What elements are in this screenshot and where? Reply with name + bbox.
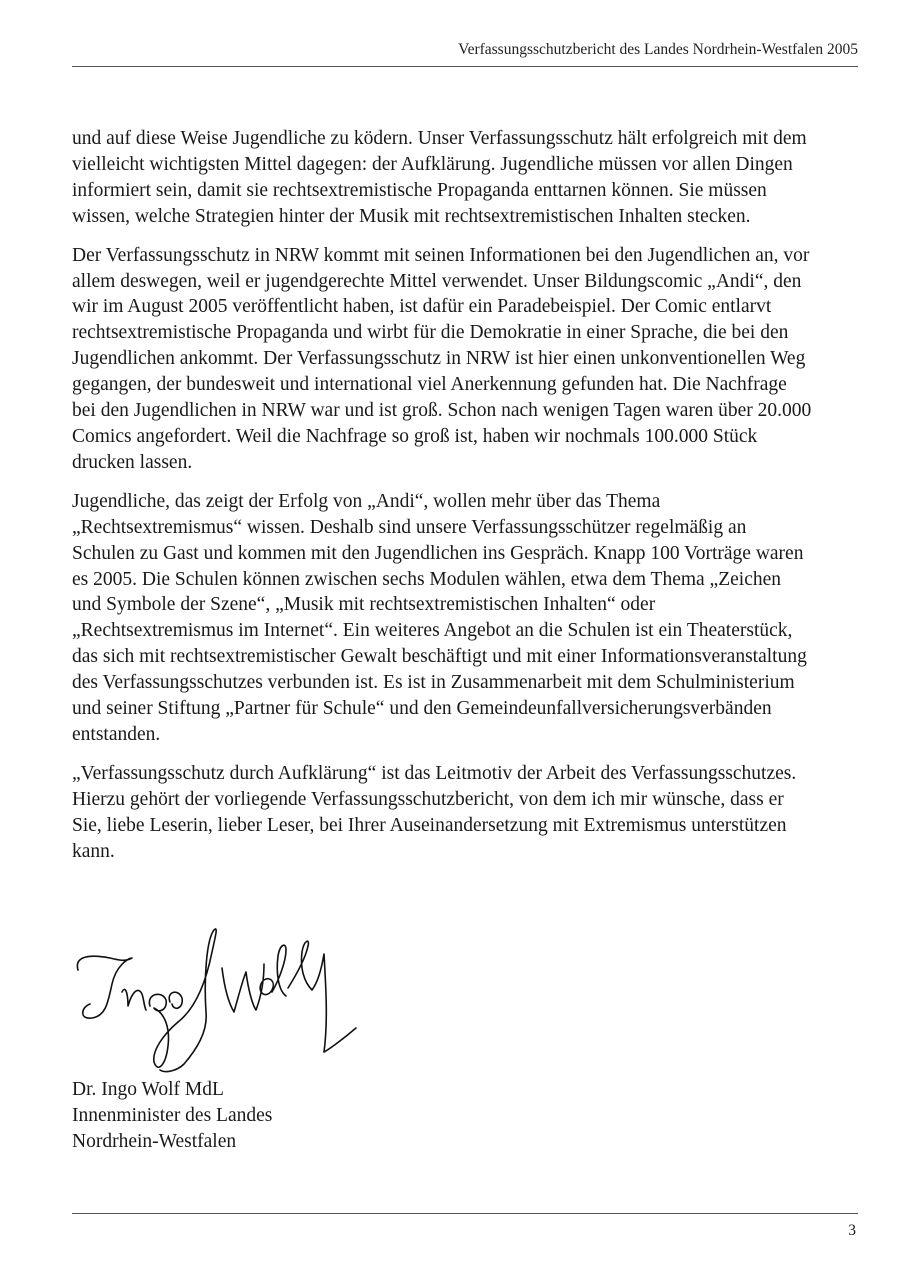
page-number: 3: [848, 1222, 856, 1239]
signer-state: Nordrhein-Westfalen: [72, 1130, 237, 1152]
signer-title: Innenminister des Landes: [72, 1104, 273, 1126]
signature-block: [72, 1077, 272, 1155]
running-header: Verfassungsschutzbericht des Landes Nordrhein-Westfalen 2005: [458, 41, 858, 58]
paragraph: Jugendliche, das zeigt der Erfolg von „Andi“, wollen mehr über das Thema „Rechtsextremismus“ wissen. Deshalb sind unsere Verfassungsschützer regelmäßig an Schulen zu Gast und kommen mit den Jugendlichen ins Gespräch. Knapp 100 Vorträge waren es 2005. Die Schulen können zwischen sechs Modulen wählen, etwa dem Thema „Zeichen und Symbole der Szene“, „Musik mit rechtsextremistischen Inhalten“ oder „Rechtsextremismus im Internet“. Ein weiteres Angebot an die Schulen ist ein Theaterstück, das sich mit rechtsextremistischer Gewalt beschäftigt und mit einer Informationsveranstaltung des Verfassungsschutzes verbunden ist. Es ist in Zusammenarbeit mit dem Schulministerium und seiner Stiftung „Partner für Schule“ und den Gemeindeunfallversicherungsverbänden entstanden.: [72, 490, 807, 745]
header-rule: [72, 66, 858, 67]
letter-body: [72, 126, 812, 877]
signer-name: Dr. Ingo Wolf MdL: [72, 1079, 224, 1100]
paragraph: „Verfassungsschutz durch Aufklärung“ ist das Leitmotiv der Arbeit des Verfassungsschutzes. Hierzu gehört der vorliegende Verfassungsschutzbericht, von dem ich mir wünsche, dass er Sie, liebe Leserin, lieber Leser, bei Ihrer Auseinandersetzung mit Extremismus unterstützen kann.: [72, 762, 797, 862]
paragraph: und auf diese Weise Jugendliche zu ködern. Unser Verfassungsschutz hält erfolgreich mit dem vielleicht wichtigsten Mittel dagegen: der Aufklärung. Jugendliche müssen vor allen Dingen informiert sein, damit sie rechtsextremistische Propaganda enttarnen können. Sie müssen wissen, welche Strategien hinter der Musik mit rechtsextremistischen Inhalten stecken.: [72, 128, 807, 227]
footer-rule: [72, 1213, 858, 1214]
handwritten-signature: [66, 922, 366, 1074]
paragraph: Der Verfassungsschutz in NRW kommt mit seinen Informationen bei den Jugendlichen an, vor allem deswegen, weil er jugendgerechte Mittel verwendet. Unser Bildungscomic „Andi“, den wir im August 2005 veröffentlicht haben, ist dafür ein Paradebeispiel. Der Comic entlarvt rechtsextremistische Propaganda und wirbt für die Demokratie in einer Sprache, die bei den Jugendlichen ankommt. Der Verfassungsschutz in NRW ist hier einen unkonventionellen Weg gegangen, der bundesweit und international viel Anerkennung gefunden hat. Die Nachfrage bei den Jugendlichen in NRW war und ist groß. Schon nach wenigen Tagen waren über 20.000 Comics angefordert. Weil die Nachfrage so groß ist, haben wir nochmals 100.000 Stück drucken lassen.: [72, 244, 812, 473]
